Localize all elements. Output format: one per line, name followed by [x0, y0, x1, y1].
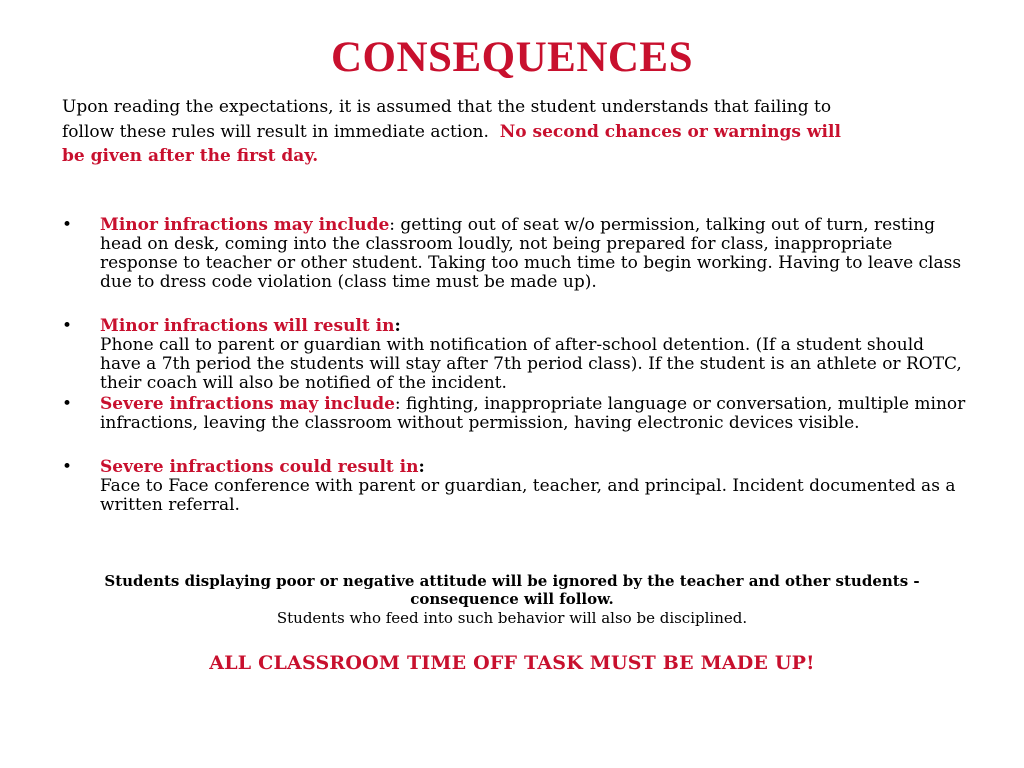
list-item-severe-result	[62, 458, 967, 515]
bullet-marker: •	[62, 394, 73, 414]
minor-result-colon: :	[394, 316, 401, 336]
intro-emphasis: No second chances or warnings will be given after the first day.	[62, 121, 841, 166]
list-item-severe-include	[62, 395, 967, 433]
severe-include-text: : fighting, inappropriate language or conversation, multiple minor infractions, leaving the classroom without permission, having electronic devices visible.	[100, 394, 966, 433]
minor-result-label: Minor infractions will result in	[100, 316, 395, 336]
closing-block	[62, 573, 962, 628]
intro-paragraph	[62, 95, 852, 169]
list-item-minor-result	[62, 317, 967, 393]
behavior-note: Students who feed into such behavior will also be disciplined.	[276, 609, 748, 627]
minor-result-text: Phone call to parent or guardian with notification of after-school detention. (If a student should have a 7th period the students will stay after 7th period class). If the student is an athlete or ROTC, their coach will also be notified of the incident.	[100, 335, 962, 393]
intro-text: Upon reading the expectations, it is assumed that the student understands that failing to follow these rules will result in immediate action.	[62, 97, 832, 142]
list-item-minor-include	[62, 216, 967, 292]
minor-include-label: Minor infractions may include	[100, 215, 390, 235]
bullet-marker: •	[62, 457, 73, 477]
bullet-marker: •	[62, 316, 73, 336]
consequence-list	[62, 216, 967, 515]
bullet-marker: •	[62, 215, 73, 235]
severe-result-label: Severe infractions could result in	[100, 457, 419, 477]
severe-include-label: Severe infractions may include	[100, 394, 395, 414]
final-notice: ALL CLASSROOM TIME OFF TASK MUST BE MADE UP!	[209, 652, 815, 674]
severe-result-text: Face to Face conference with parent or guardian, teacher, and principal. Incident documented as a written referral.	[100, 476, 956, 515]
severe-result-colon: :	[418, 457, 425, 477]
minor-include-text: : getting out of seat w/o permission, talking out of turn, resting head on desk, coming into the classroom loudly, not being prepared for class, inappropriate response to teacher or other student. Taking too much time to begin working. Having to leave class due to dress code violation (class time must be made up).	[100, 215, 962, 292]
page-title: CONSEQUENCES	[330, 34, 694, 81]
attitude-warning: Students displaying poor or negative attitude will be ignored by the teacher and other students - consequence will follow.	[104, 572, 920, 608]
